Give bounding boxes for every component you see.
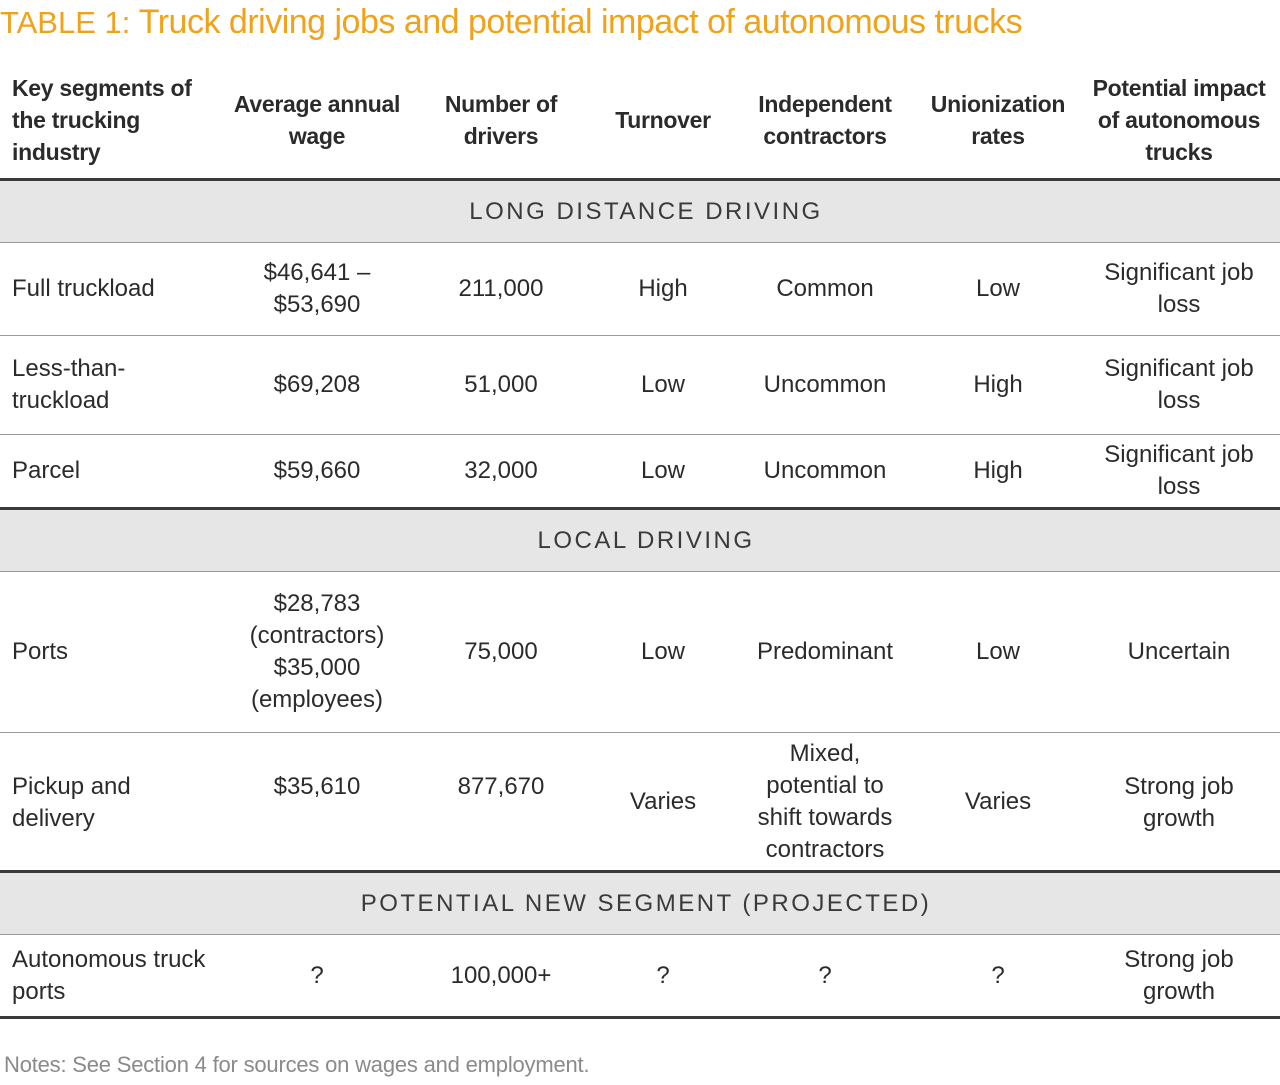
cell-segment: Full truckload — [0, 243, 226, 336]
cell-wage: $59,660 — [226, 435, 408, 509]
header-average-wage: Average annual wage — [226, 62, 408, 180]
header-number-of-drivers: Number of drivers — [408, 62, 594, 180]
header-independent-contractors: Independent contractors — [732, 62, 918, 180]
cell-contractors: Predominant — [732, 572, 918, 733]
cell-union: Low — [918, 243, 1078, 336]
cell-turnover: Low — [594, 435, 732, 509]
cell-drivers: 51,000 — [408, 336, 594, 435]
cell-wage: $46,641 – $53,690 — [226, 243, 408, 336]
cell-impact: Significant job loss — [1078, 243, 1280, 336]
header-potential-impact: Potential impact of autonomous trucks — [1078, 62, 1280, 180]
cell-drivers: 32,000 — [408, 435, 594, 509]
cell-drivers: 211,000 — [408, 243, 594, 336]
cell-union: ? — [918, 935, 1078, 1018]
cell-wage: $35,610 — [226, 733, 408, 872]
trucking-jobs-table — [0, 62, 1280, 1019]
cell-segment: Pickup and delivery — [0, 733, 226, 872]
cell-union: High — [918, 435, 1078, 509]
table-title-label: TABLE 1: — [0, 5, 131, 40]
cell-drivers: 75,000 — [408, 572, 594, 733]
cell-union: Low — [918, 572, 1078, 733]
cell-segment: Less-than-truckload — [0, 336, 226, 435]
table-header-row — [0, 62, 1280, 180]
table-row — [0, 733, 1280, 872]
cell-segment: Ports — [0, 572, 226, 733]
header-unionization-rates: Unionization rates — [918, 62, 1078, 180]
section-row — [0, 180, 1280, 243]
cell-impact: Uncertain — [1078, 572, 1280, 733]
cell-contractors: Uncommon — [732, 336, 918, 435]
cell-turnover: Varies — [594, 733, 732, 872]
cell-turnover: Low — [594, 336, 732, 435]
section-row — [0, 872, 1280, 935]
cell-union: Varies — [918, 733, 1078, 872]
cell-impact: Strong job growth — [1078, 935, 1280, 1018]
cell-segment: Parcel — [0, 435, 226, 509]
section-title: LOCAL DRIVING — [0, 509, 1280, 572]
cell-segment: Autonomous truck ports — [0, 935, 226, 1018]
cell-contractors: Mixed, potential to shift towards contractors — [732, 733, 918, 872]
cell-union: High — [918, 336, 1078, 435]
cell-turnover: Low — [594, 572, 732, 733]
table-row — [0, 572, 1280, 733]
section-title: POTENTIAL NEW SEGMENT (PROJECTED) — [0, 872, 1280, 935]
cell-turnover: High — [594, 243, 732, 336]
cell-drivers: 877,670 — [408, 733, 594, 872]
section-row — [0, 509, 1280, 572]
cell-turnover: ? — [594, 935, 732, 1018]
table-title — [0, 2, 1022, 42]
table-row — [0, 935, 1280, 1018]
cell-wage: ? — [226, 935, 408, 1018]
cell-drivers: 100,000+ — [408, 935, 594, 1018]
table-title-text: Truck driving jobs and potential impact of autonomous trucks — [138, 3, 1023, 41]
cell-contractors: Common — [732, 243, 918, 336]
header-turnover: Turnover — [594, 62, 732, 180]
cell-wage: $69,208 — [226, 336, 408, 435]
table-row — [0, 243, 1280, 336]
cell-impact: Significant job loss — [1078, 336, 1280, 435]
cell-impact: Strong job growth — [1078, 733, 1280, 872]
cell-wage: $28,783 (contractors) $35,000 (employees) — [226, 572, 408, 733]
table-notes: Notes: See Section 4 for sources on wages and employment. — [4, 1052, 590, 1077]
cell-contractors: ? — [732, 935, 918, 1018]
header-key-segments: Key segments of the trucking industry — [0, 62, 226, 180]
cell-impact: Significant job loss — [1078, 435, 1280, 509]
section-title: LONG DISTANCE DRIVING — [0, 180, 1280, 243]
table-row — [0, 435, 1280, 509]
table-row — [0, 336, 1280, 435]
cell-contractors: Uncommon — [732, 435, 918, 509]
